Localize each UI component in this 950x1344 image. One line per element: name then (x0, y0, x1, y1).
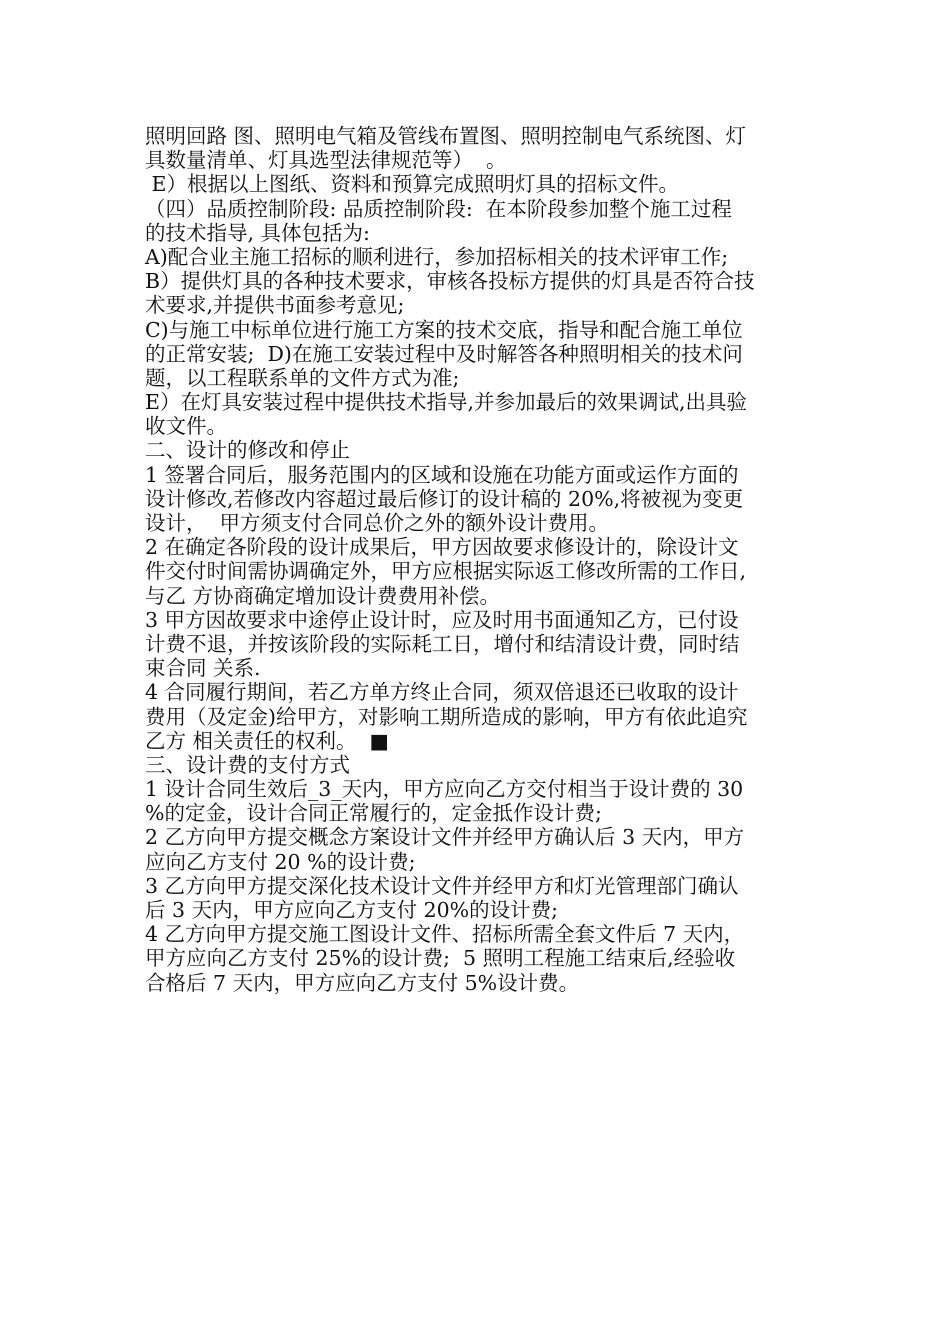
text-line: 与乙 方协商确定增加设计费费用补偿。 (145, 583, 501, 608)
text-line: 甲方应向乙方支付 25%的设计费; 5 照明工程施工结束后,经验收 (145, 946, 736, 971)
text-line: 3 乙方向甲方提交深化技术设计文件并经甲方和灯光管理部门确认 (145, 873, 739, 898)
text-line: 计费不退，并按该阶段的实际耗工日，增付和结清设计费，同时结 (145, 631, 740, 656)
text-line: 照明回路 图、照明电气箱及管线布置图、照明控制电气系统图、灯 (145, 124, 747, 148)
text-line: C)与施工中标单位进行施工方案的技术交底，指导和配合施工单位 (145, 317, 743, 342)
text-line: A)配合业主施工招标的顺利进行，参加招标相关的技术评审工作; (145, 244, 729, 269)
text-line: 设计， 甲方须支付合同总价之外的额外设计费用。 (145, 511, 610, 535)
text-line: 4 合同履行期间，若乙方单方终止合同，须双倍退还已收取的设计 (145, 680, 739, 705)
text-line: 2 在确定各阶段的设计成果后，甲方因故要求修设计的，除设计文 (145, 535, 739, 560)
text-line: 1 设计合同生效后_3_天内，甲方应向乙方交付相当于设计费的 30 (145, 777, 744, 802)
text-line: 束合同 关系. (145, 656, 261, 681)
text-line: E）在灯具安装过程中提供技术指导,并参加最后的效果调试,出具验 (145, 390, 747, 415)
text-line: 1 签署合同后，服务范围内的区域和设施在功能方面或运作方面的 (145, 462, 739, 487)
document-body (145, 124, 810, 995)
text-line: 2 乙方向甲方提交概念方案设计文件并经甲方确认后 3 天内，甲方 (145, 825, 745, 850)
text-line: 题，以工程联系单的文件方式为准; (145, 365, 460, 390)
text-line: （四）品质控制阶段: 品质控制阶段: 在本阶段参加整个施工过程 (145, 196, 732, 221)
text-line: 后 3 天内，甲方应向乙方支付 20%的设计费; (145, 898, 559, 922)
text-line: E）根据以上图纸、资料和预算完成照明灯具的招标文件。 (145, 172, 679, 197)
text-line: 件交付时间需协调确定外，甲方应根据实际返工修改所需的工作日, (145, 559, 747, 584)
text-line: 4 乙方向甲方提交施工图设计文件、招标所需全套文件后 7 天内， (145, 922, 745, 947)
text-line: 术要求,并提供书面参考意见; (145, 293, 405, 318)
text-line: 具数量清单、灯具选型法律规范等） 。 (145, 148, 507, 173)
text-line: 费用（及定金)给甲方，对影响工期所造成的影响，甲方有依此追究 (145, 704, 748, 729)
text-line: 3 甲方因故要求中途停止设计时，应及时用书面通知乙方，已付设 (145, 607, 739, 632)
text-line: 收文件。 (145, 414, 227, 439)
text-line: 合格后 7 天内，甲方应向乙方支付 5%设计费。 (145, 970, 580, 995)
text-line: 乙方 相关责任的权利。 ■ (145, 728, 389, 753)
text-line: 三、设计费的支付方式 (145, 752, 350, 777)
text-line: 的正常安装; D)在施工安装过程中及时解答各种照明相关的技术问 (145, 341, 743, 366)
text-line: 的技术指导, 具体包括为: (145, 220, 370, 245)
text-line: 设计修改,若修改内容超过最后修订的设计稿的 20%,将被视为变更 (145, 486, 744, 511)
text-line: 二、设计的修改和停止 (145, 438, 350, 463)
text-line: B）提供灯具的各种技术要求，审核各投标方提供的灯具是否符合技 (145, 269, 755, 294)
text-line: 应向乙方支付 20 %的设计费; (145, 849, 416, 874)
text-line: %的定金，设计合同正常履行的，定金抵作设计费; (145, 801, 602, 826)
